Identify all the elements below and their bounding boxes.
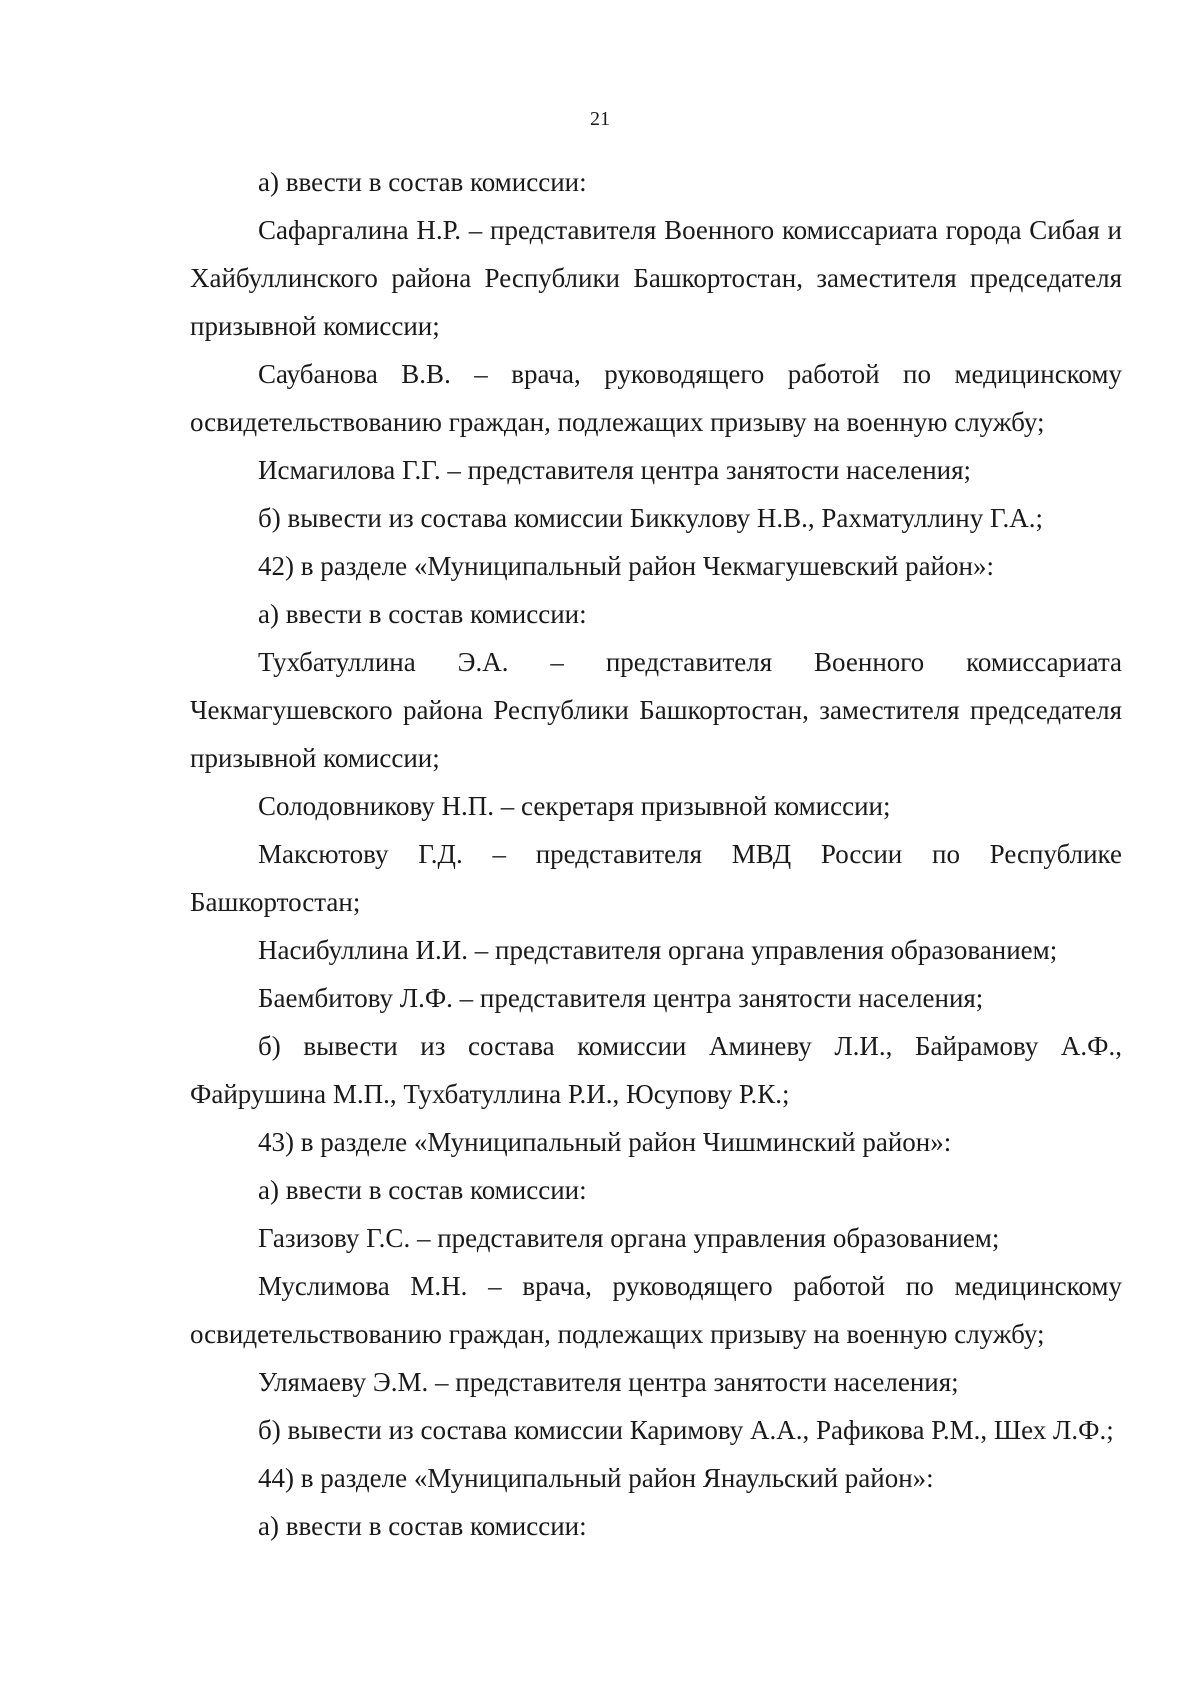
paragraph: Насибуллина И.И. – представителя органа управления образованием;: [258, 935, 1058, 965]
paragraph: 44) в разделе «Муниципальный район Янаульский район»:: [258, 1463, 934, 1493]
paragraph: б) вывести из состава комиссии Аминеву Л.И., Байрамову А.Ф., Файрушина М.П., Тухбатуллина Р.И., Юсупову Р.К.;: [190, 1031, 1122, 1109]
paragraph: б) вывести из состава комиссии Каримову А.А., Рафикова Р.М., Шех Л.Ф.;: [258, 1415, 1114, 1445]
paragraph: Газизову Г.С. – представителя органа управления образованием;: [258, 1223, 1000, 1253]
paragraph: а) ввести в состав комиссии:: [258, 1511, 587, 1541]
page-number: 21: [590, 108, 610, 130]
paragraph: а) ввести в состав комиссии:: [258, 1175, 587, 1205]
paragraph: Саубанова В.В. – врача, руководящего работой по медицинскому освидетельствованию граждан, подлежащих призыву на военную службу;: [190, 359, 1122, 437]
paragraph: Улямаеву Э.М. – представителя центра занятости населения;: [258, 1367, 959, 1397]
paragraph: Максютову Г.Д. – представителя МВД России по Республике Башкортостан;: [190, 839, 1122, 917]
paragraph: 43) в разделе «Муниципальный район Чишминский район»:: [258, 1127, 952, 1157]
paragraph: Тухбатуллина Э.А. – представителя Военного комиссариата Чекмагушевского района Республики Башкортостан, заместителя председателя призывной комиссии;: [190, 647, 1122, 773]
paragraph: 42) в разделе «Муниципальный район Чекмагушевский район»:: [258, 551, 994, 581]
paragraph: Муслимова М.Н. – врача, руководящего работой по медицинскому освидетельствованию граждан, подлежащих призыву на военную службу;: [190, 1271, 1122, 1349]
paragraph: а) ввести в состав комиссии:: [258, 167, 587, 197]
paragraph: Сафаргалина Н.Р. – представителя Военного комиссариата города Сибая и Хайбуллинского района Республики Башкортостан, заместителя председателя призывной комиссии;: [190, 215, 1122, 341]
paragraph: Баембитову Л.Ф. – представителя центра занятости населения;: [258, 983, 984, 1013]
paragraph: Исмагилова Г.Г. – представителя центра занятости населения;: [258, 455, 972, 485]
paragraph: а) ввести в состав комиссии:: [258, 599, 587, 629]
paragraph: б) вывести из состава комиссии Биккулову Н.В., Рахматуллину Г.А.;: [258, 503, 1044, 533]
paragraph: Солодовникову Н.П. – секретаря призывной комиссии;: [258, 791, 891, 821]
document-body: [190, 158, 1122, 1550]
